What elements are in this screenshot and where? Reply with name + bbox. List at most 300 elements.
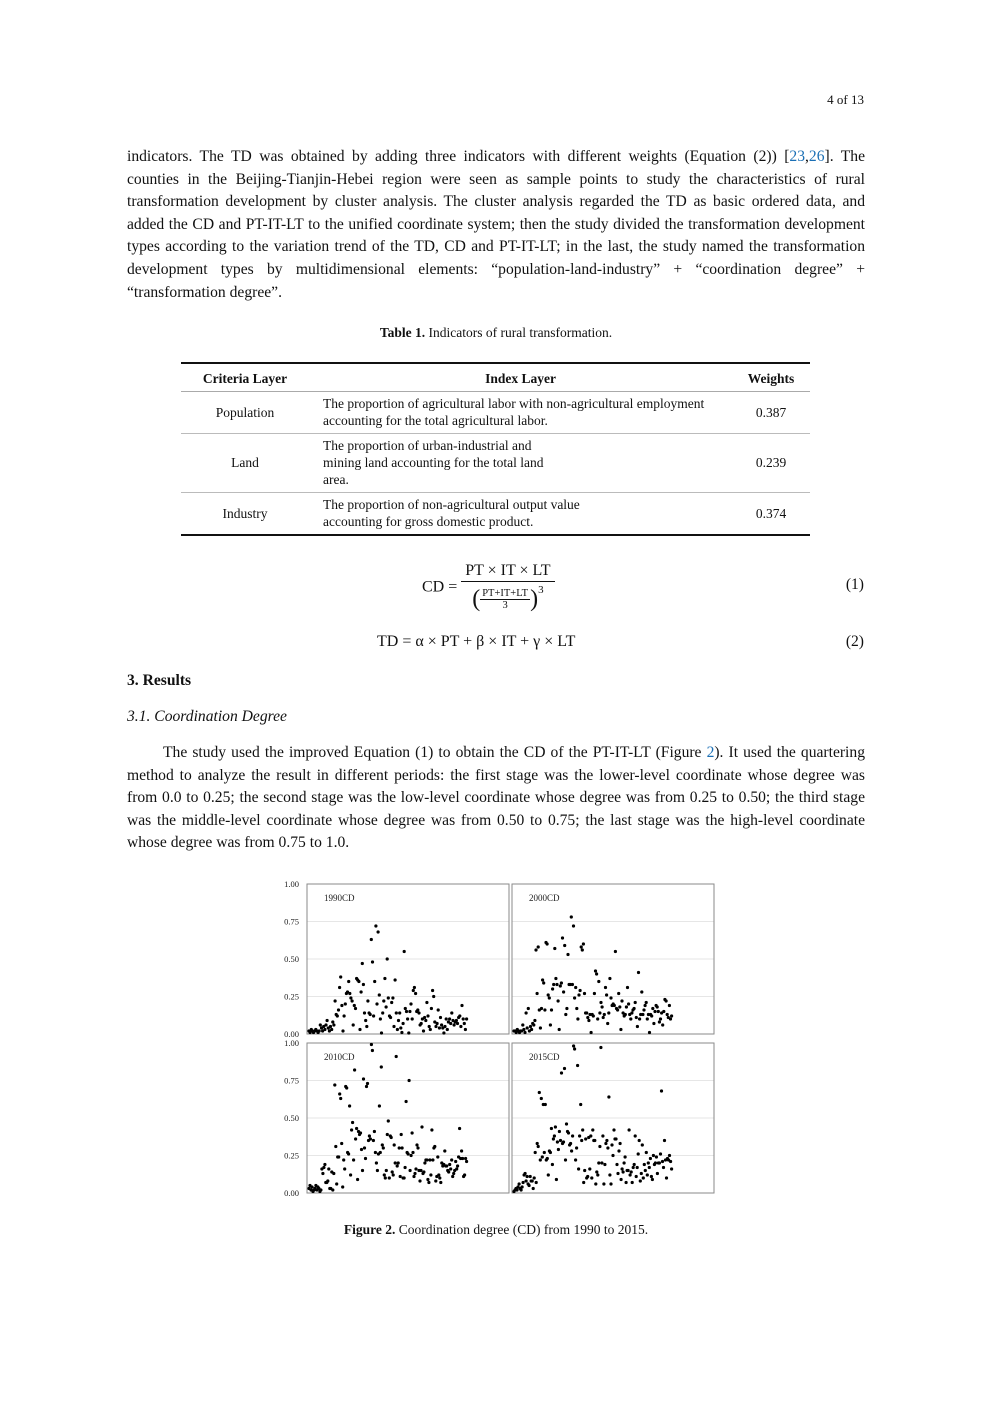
data-point [562,1140,565,1143]
data-point [593,1139,596,1142]
data-point [379,1017,382,1020]
data-point [409,1002,412,1005]
data-point [629,1017,632,1020]
data-point [633,1163,636,1166]
data-point [352,1158,355,1161]
data-point [614,1137,617,1140]
data-point [351,999,354,1002]
data-point [438,1176,441,1179]
table-row [181,493,810,536]
data-point [625,1181,628,1184]
data-point [416,1146,419,1149]
data-point [365,1025,368,1028]
data-point [574,1158,577,1161]
data-point [424,1019,427,1022]
data-point [338,986,341,989]
data-point [574,986,577,989]
data-point [590,1176,593,1179]
data-point [430,1128,433,1131]
data-point [453,1023,456,1026]
data-point [540,1007,543,1010]
data-point [651,1007,654,1010]
data-point [632,1166,635,1169]
data-point [348,992,351,995]
data-point [541,1155,544,1158]
data-point [656,1005,659,1008]
data-point [434,1025,437,1028]
data-point [337,1155,340,1158]
data-point [650,1175,653,1178]
data-point [455,1167,458,1170]
data-point [432,995,435,998]
data-point [583,1169,586,1172]
data-point [657,1010,660,1013]
data-point [340,1004,343,1007]
data-point [463,1173,466,1176]
data-point [620,999,623,1002]
data-point [429,1028,432,1031]
data-point [336,1014,339,1017]
data-point [337,1008,340,1011]
data-point [658,1020,661,1023]
data-point [570,1149,573,1152]
data-point [567,1131,570,1134]
data-point [426,1014,429,1017]
data-point [605,1139,608,1142]
data-point [578,1134,581,1137]
data-point [523,1031,526,1034]
data-point [549,1151,552,1154]
data-point [520,1188,523,1191]
data-point [569,1142,572,1145]
data-point [670,1167,673,1170]
data-point [649,1157,652,1160]
data-point [616,1172,619,1175]
data-point [449,1022,452,1025]
data-point [409,1169,412,1172]
data-point [643,1163,646,1166]
data-point [391,1170,394,1173]
data-point [515,1188,518,1191]
data-point [394,1161,397,1164]
data-point [538,1091,541,1094]
data-point [599,1046,602,1049]
data-point [596,1017,599,1020]
data-point [391,996,394,999]
data-point [552,1137,555,1140]
data-point [551,987,554,990]
data-point [443,1025,446,1028]
data-point [324,1023,327,1026]
data-point [448,1017,451,1020]
data-point [557,1148,560,1151]
data-point [332,1172,335,1175]
data-point [648,1166,651,1169]
data-point [636,1025,639,1028]
data-point [650,1014,653,1017]
data-point [594,969,597,972]
data-point [613,1004,616,1007]
data-point [400,1031,403,1034]
data-point [321,1172,324,1175]
data-point [369,1013,372,1016]
data-point [669,1017,672,1020]
data-point [549,1023,552,1026]
data-point [518,1182,521,1185]
data-point [562,990,565,993]
data-point [463,1022,466,1025]
section-heading: 3. Results [127,672,192,689]
data-point [326,1179,329,1182]
data-point [363,1146,366,1149]
data-point [452,1172,455,1175]
y-tick-label: 0.75 [284,1075,299,1086]
data-point [310,1185,313,1188]
data-point [529,1175,532,1178]
data-point [575,1146,578,1149]
data-point [598,1011,601,1014]
data-point [560,1071,563,1074]
data-point [603,1163,606,1166]
data-point [420,1125,423,1128]
data-point [526,1175,529,1178]
data-point [534,948,537,951]
data-point [423,1016,426,1019]
data-point [670,1014,673,1017]
intro-paragraph: indicators. The TD was obtained by adding three indicators with different weights (Equation (2)) [23,26]. The counties in the Beijing-Tianjin-Hebei region were seen as sample points to study the characteristics of rural transformation development by cluster analysis. The cluster analysis regarded the TD as basic ordered data, and added the CD and PT-IT-LT to the unified coordinate system; then the study divided the transformation development types according to the variation trend of the TD, CD and PT-IT-LT; in the last, the study named the transformation development types by multidimensional elements: “population-land-industry” + “coordination degree” + “transformation degree”. [127,148,865,301]
data-point [438,1026,441,1029]
data-point [375,1161,378,1164]
data-point [428,1158,431,1161]
data-point [378,993,381,996]
data-point [397,1161,400,1164]
data-point [623,1161,626,1164]
data-point [330,1028,333,1031]
data-point [522,1028,525,1031]
data-point [665,1176,668,1179]
data-point [329,1025,332,1028]
data-point [548,996,551,999]
data-point [654,1161,657,1164]
data-point [415,1143,418,1146]
data-point [601,1005,604,1008]
data-point [422,1029,425,1032]
data-point [363,1011,366,1014]
data-point [454,1160,457,1163]
data-point [451,1175,454,1178]
data-point [624,1155,627,1158]
data-point [564,1013,567,1016]
data-point [553,1134,556,1137]
data-point [543,1008,546,1011]
data-point [345,1086,348,1089]
data-point [423,1161,426,1164]
data-point [565,1122,568,1125]
data-point [326,1019,329,1022]
data-point [437,1173,440,1176]
data-point [524,1172,527,1175]
data-point [446,1028,449,1031]
data-point [529,1025,532,1028]
data-point [431,989,434,992]
data-point [327,1167,330,1170]
figure-link[interactable]: 2 [706,744,715,761]
data-point [635,1175,638,1178]
data-point [335,1182,338,1185]
data-point [371,960,374,963]
data-point [437,1008,440,1011]
data-point [436,1155,439,1158]
y-tick-label: 0.50 [284,1113,299,1123]
data-point [543,1151,546,1154]
data-point [402,1022,405,1025]
data-point [605,993,608,996]
data-point [547,1173,550,1176]
data-point [539,1026,542,1029]
data-point [528,1184,531,1187]
data-point [411,1151,414,1154]
data-point [642,1176,645,1179]
data-point [459,1025,462,1028]
results-paragraph: The study used the improved Equation (1) to obtain the CD of the PT-IT-LT (Figure 2). It used the quartering method to analyze the result in different periods: the first stage was the lower-level coordinate whose degree was from 0.0 to 0.25; the second stage was the low-level coordinate whose degree was from 0.25 to 0.50; the third stage was the middle-level coordinate whose degree was from 0.50 to 0.75; the last stage was the high-level coordinate whose degree was from 0.75 to 1.0. [127,744,865,852]
y-tick-label: 1.00 [284,1038,299,1048]
data-point [572,1044,575,1047]
data-point [559,1139,562,1142]
data-point [547,993,550,996]
data-point [426,1178,429,1181]
data-point [641,1143,644,1146]
data-point [596,1173,599,1176]
data-point [338,1092,341,1095]
data-point [443,1149,446,1152]
data-point [465,1017,468,1020]
data-point [371,1049,374,1052]
data-point [372,1014,375,1017]
data-point [555,983,558,986]
data-point [541,978,544,981]
data-point [608,1173,611,1176]
equation-1: CD = PT × IT × LT ( $\frac{PT+IT+LT}{3})^3$ [422,562,555,613]
data-point [659,1017,662,1020]
data-point [619,1028,622,1031]
data-point [576,1064,579,1067]
data-point [431,1158,434,1161]
data-point [552,983,555,986]
data-point [465,1160,468,1163]
data-point [429,1173,432,1176]
data-point [668,1154,671,1157]
data-point [455,1019,458,1022]
data-point [407,1031,410,1034]
data-point [339,1097,342,1100]
criteria-cell: Population [215,404,275,420]
data-point [399,1175,402,1178]
data-point [397,1019,400,1022]
data-point [350,1128,353,1131]
data-point [597,980,600,983]
equation-2: TD = α × PT + β × IT + γ × LT [377,633,576,650]
data-point [571,1134,574,1137]
data-point [525,1179,528,1182]
data-point [624,1013,627,1016]
column-header: Index Layer [485,371,556,386]
data-point [580,945,583,948]
data-point [378,1104,381,1107]
data-point [533,1176,536,1179]
citation-link[interactable]: 26 [808,148,825,165]
data-point [554,1125,557,1128]
data-point [413,986,416,989]
data-point [341,1185,344,1188]
data-point [436,1022,439,1025]
data-point [385,1169,388,1172]
data-point [599,1001,602,1004]
data-point [648,1031,651,1034]
data-point [412,989,415,992]
data-point [323,1163,326,1166]
panel-label: 1990CD [324,893,355,903]
data-point [629,1173,632,1176]
data-point [633,1007,636,1010]
data-point [593,992,596,995]
data-point [527,1007,530,1010]
data-point [412,1175,415,1178]
data-point [526,1026,529,1029]
data-point [646,1173,649,1176]
data-point [573,996,576,999]
data-point [638,1139,641,1142]
data-point [655,1155,658,1158]
data-point [666,1013,669,1016]
data-point [546,1157,549,1160]
data-point [347,980,350,983]
data-point [582,1181,585,1184]
data-point [386,1133,389,1136]
data-point [449,1167,452,1170]
cd-scatter-figure [270,875,720,1205]
data-point [374,1151,377,1154]
data-point [584,1137,587,1140]
data-point [422,1170,425,1173]
data-point [606,1022,609,1025]
data-point [594,1182,597,1185]
data-point [322,1166,325,1169]
data-point [358,1028,361,1031]
data-point [411,1131,414,1134]
data-point [385,1005,388,1008]
data-point [360,1148,363,1151]
data-point [634,1134,637,1137]
data-point [383,1173,386,1176]
data-point [460,1149,463,1152]
data-point [398,1011,401,1014]
data-point [634,1001,637,1004]
data-point [353,1004,356,1007]
data-point [607,1095,610,1098]
data-point [636,1166,639,1169]
data-point [364,1157,367,1160]
data-point [564,1158,567,1161]
data-point [647,1161,650,1164]
data-point [653,1010,656,1013]
data-point [354,1007,357,1010]
data-point [319,1188,322,1191]
data-point [618,1005,621,1008]
data-point [368,1134,371,1137]
data-point [369,1137,372,1140]
data-point [537,945,540,948]
panel-label: 2015CD [529,1052,560,1062]
data-point [383,977,386,980]
data-point [600,1161,603,1164]
data-point [343,1014,346,1017]
data-point [387,996,390,999]
data-point [644,1004,647,1007]
data-point [464,1028,467,1031]
data-point [537,1145,540,1148]
y-tick-label: 1.00 [284,879,299,889]
data-point [357,980,360,983]
data-point [659,1152,662,1155]
data-point [646,1017,649,1020]
data-point [344,1002,347,1005]
data-point [379,1151,382,1154]
data-point [362,983,365,986]
data-point [610,1143,613,1146]
data-point [580,1139,583,1142]
page-number: 4 of 13 [827,92,864,107]
data-point [560,981,563,984]
data-point [461,1157,464,1160]
data-point [334,1145,337,1148]
data-point [571,983,574,986]
data-point [408,1079,411,1082]
data-point [456,1164,459,1167]
data-point [331,1188,334,1191]
data-point [404,1007,407,1010]
data-point [376,1169,379,1172]
data-point [343,1167,346,1170]
column-header: Criteria Layer [202,371,288,386]
data-point [442,1031,445,1034]
data-point [619,1142,622,1145]
data-point [592,1014,595,1017]
data-point [601,1134,604,1137]
data-point [434,1179,437,1182]
data-point [536,1142,539,1145]
citation-link[interactable]: 23 [789,148,805,165]
data-point [460,1004,463,1007]
data-point [575,1007,578,1010]
data-point [458,1014,461,1017]
data-point [638,1017,641,1020]
data-point [354,1137,357,1140]
data-point [533,1019,536,1022]
data-point [660,1089,663,1092]
data-point [366,1082,369,1085]
data-point [380,1031,383,1034]
data-point [577,993,580,996]
data-point [658,1161,661,1164]
data-point [393,1143,396,1146]
data-point [595,972,598,975]
data-point [389,1016,392,1019]
data-point [591,1128,594,1131]
data-point [641,1013,644,1016]
index-cell: The proportion of agricultural labor with non-agricultural employment accounting for the total agricultural labor. [323,396,705,428]
data-point [342,1158,345,1161]
data-point [420,1022,423,1025]
